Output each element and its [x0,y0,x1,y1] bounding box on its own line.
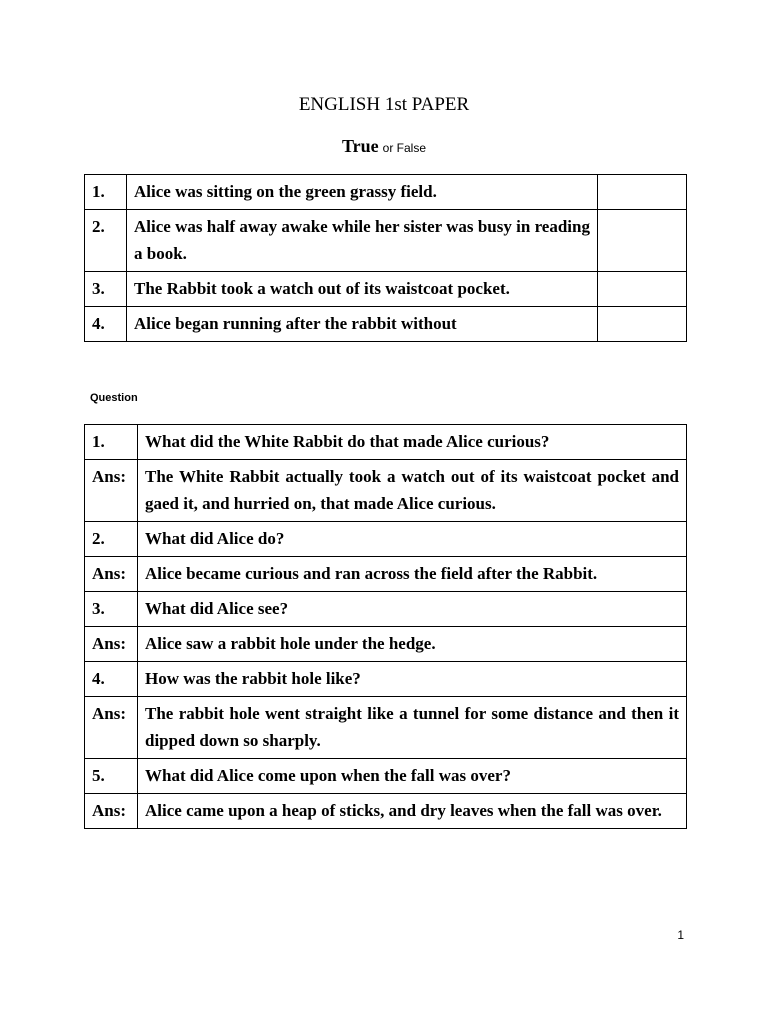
page-number: 1 [677,928,684,942]
tf-answer-cell[interactable] [598,175,687,210]
tf-answer-cell[interactable] [598,210,687,272]
subtitle-or-false: or False [382,141,427,155]
question-number: 4. [85,662,138,697]
tf-row [85,272,687,307]
answer-label: Ans: [85,460,138,522]
question-number: 2. [85,522,138,557]
answer-label: Ans: [85,697,138,759]
tf-row [85,175,687,210]
true-false-table [84,174,687,342]
answer-text: Alice came upon a heap of sticks, and dry leaves when the fall was over. [138,794,687,829]
tf-number: 3. [85,272,127,307]
answer-text: The White Rabbit actually took a watch out of its waistcoat pocket and gaed it, and hurried on, that made Alice curious. [138,460,687,522]
answer-row [85,627,687,662]
tf-statement: Alice began running after the rabbit without [127,307,598,342]
answer-label: Ans: [85,557,138,592]
question-text: What did Alice see? [138,592,687,627]
tf-number: 4. [85,307,127,342]
question-row [85,592,687,627]
answer-label: Ans: [85,794,138,829]
tf-number: 1. [85,175,127,210]
answer-row [85,697,687,759]
tf-row [85,307,687,342]
question-text: What did Alice come upon when the fall was over? [138,759,687,794]
answer-text: Alice became curious and ran across the field after the Rabbit. [138,557,687,592]
tf-statement: Alice was sitting on the green grassy field. [127,175,598,210]
answer-row [85,557,687,592]
page-title: ENGLISH 1st PAPER [298,94,470,115]
question-text: How was the rabbit hole like? [138,662,687,697]
question-text: What did the White Rabbit do that made Alice curious? [138,425,687,460]
tf-statement: Alice was half away awake while her sister was busy in reading a book. [127,210,598,272]
question-text: What did Alice do? [138,522,687,557]
question-answer-table [84,424,687,829]
question-row [85,662,687,697]
tf-row [85,210,687,272]
question-row [85,425,687,460]
answer-text: Alice saw a rabbit hole under the hedge. [138,627,687,662]
answer-row [85,794,687,829]
question-number: 1. [85,425,138,460]
section-subtitle [0,136,768,157]
question-number: 3. [85,592,138,627]
question-section-label: Question [90,392,138,404]
tf-answer-cell[interactable] [598,272,687,307]
answer-label: Ans: [85,627,138,662]
tf-number: 2. [85,210,127,272]
tf-answer-cell[interactable] [598,307,687,342]
question-row [85,759,687,794]
tf-statement: The Rabbit took a watch out of its waistcoat pocket. [127,272,598,307]
answer-text: The rabbit hole went straight like a tunnel for some distance and then it dipped down so sharply. [138,697,687,759]
question-row [85,522,687,557]
question-number: 5. [85,759,138,794]
subtitle-true: True [341,136,379,156]
answer-row [85,460,687,522]
